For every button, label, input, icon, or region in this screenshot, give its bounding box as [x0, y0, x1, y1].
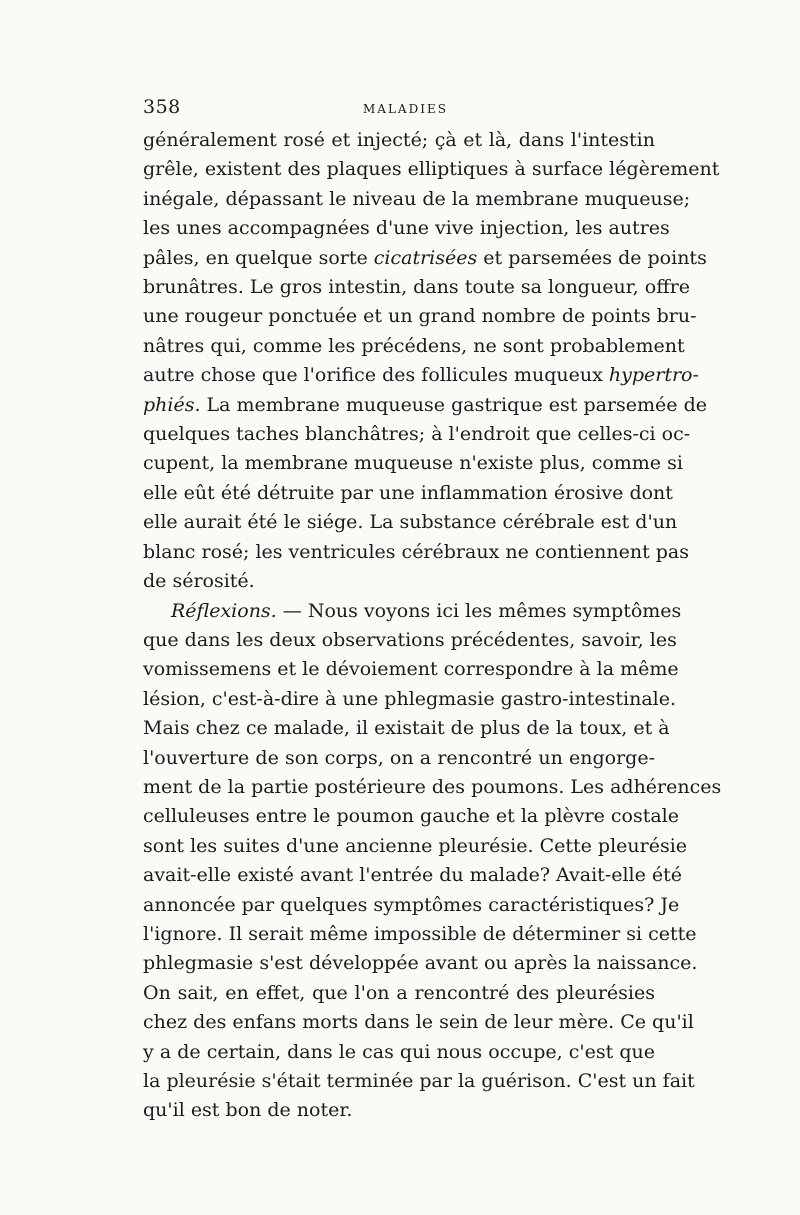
text-line-content: blanc rosé; les ventricules cérébraux ne contiennent pas [143, 540, 689, 563]
text-line [143, 597, 682, 626]
text-line [143, 1096, 655, 1125]
italic-term: cicatrisées [373, 246, 478, 269]
text-line-content: la pleurésie s'était terminée par la guérison. C'est un fait [143, 1070, 695, 1092]
text-line-content: y a de certain, dans le cas qui nous occupe, c'est que [143, 1040, 655, 1063]
page-number: 358 [143, 96, 181, 118]
text-line [143, 391, 707, 420]
text-line-content: grêle, existent des plaques elliptiques à surface légèrement [143, 158, 720, 181]
text-line [143, 655, 679, 684]
text-line [143, 1038, 655, 1067]
text-line-content: brunâtres. Le gros intestin, dans toute sa longueur, offre [143, 276, 691, 299]
text-line-prefix: pâles, en quelque sorte [143, 246, 374, 269]
text-line-content: ment de la partie postérieure des poumons. Les adhérences [143, 775, 722, 798]
text-line [143, 773, 722, 802]
text-line-content: que dans les deux observations précédentes, savoir, les [143, 628, 677, 651]
text-line-content: les unes accompagnées d'une vive injection, les autres [143, 217, 670, 240]
text-line [143, 361, 699, 390]
text-line [143, 420, 691, 449]
text-line [143, 949, 698, 978]
italic-term: phiés. [143, 393, 201, 416]
text-line-content: cupent, la membrane muqueuse n'existe plus, comme si [143, 452, 683, 475]
text-line [143, 126, 655, 155]
text-line [143, 508, 678, 537]
text-line-content: phlegmasie s'est développée avant ou après la naissance. [143, 952, 698, 975]
text-line-content: lésion, c'est-à-dire à une phlegmasie gastro-intestinale. [143, 687, 677, 710]
text-line [143, 1008, 694, 1037]
text-line [143, 214, 670, 243]
text-line-prefix: autre chose que l'orifice des follicules muqueux [143, 364, 609, 387]
text-line [143, 891, 680, 920]
body-text [143, 126, 722, 1126]
text-line-content: chez des enfans morts dans le sein de leur mère. Ce qu'il [143, 1011, 694, 1034]
text-line [143, 714, 670, 743]
text-line-content: quelques taches blanchâtres; à l'endroit que celles-ci oc- [143, 423, 691, 446]
text-line [143, 273, 691, 302]
text-line-content: l'ignore. Il serait même impossible de déterminer si cette [143, 922, 697, 945]
text-line [143, 920, 697, 949]
page-header [143, 94, 655, 120]
text-line-content: de sérosité. [143, 570, 255, 593]
text-line-suffix: — Nous voyons ici les mêmes symptômes [276, 599, 682, 622]
text-line [143, 626, 677, 655]
text-line-suffix: La membrane muqueuse gastrique est parsemée de [200, 393, 707, 416]
italic-term: hypertro- [608, 364, 699, 387]
text-line-content: nâtres qui, comme les précédens, ne sont probablement [143, 334, 685, 357]
text-line-content: Mais chez ce malade, il existait de plus de la toux, et à [143, 717, 670, 740]
text-line [143, 1067, 695, 1096]
text-line-content: elle eût été détruite par une inflammation érosive dont [143, 481, 673, 504]
running-head: MALADIES [363, 102, 448, 116]
text-line [143, 861, 683, 890]
italic-term: Réflexions. [171, 599, 277, 622]
text-line-content: elle aurait été le siége. La substance cérébrale est d'un [143, 511, 678, 534]
text-line [143, 802, 679, 831]
text-line [143, 567, 655, 596]
text-line-content: l'ouverture de son corps, on a rencontré un engorge- [143, 746, 655, 769]
text-line-content: avait-elle existé avant l'entrée du malade? Avait-elle été [143, 864, 683, 887]
text-line [143, 479, 673, 508]
text-line-content: qu'il est bon de noter. [143, 1099, 353, 1122]
text-line [143, 832, 688, 861]
text-line-content: annoncée par quelques symptômes caractéristiques? Je [143, 893, 680, 916]
text-line-suffix: et parsemées de points [477, 246, 707, 269]
text-line-content: sont les suites d'une ancienne pleurésie. Cette pleurésie [143, 834, 688, 857]
text-line-content: On sait, en effet, que l'on a rencontré des pleurésies [143, 981, 655, 1004]
text-line-content: généralement rosé et injecté; çà et là, dans l'intestin [143, 129, 655, 151]
text-line-content: inégale, dépassant le niveau de la membrane muqueuse; [143, 187, 691, 210]
text-line [143, 538, 689, 567]
text-line [143, 744, 655, 773]
text-line [143, 685, 677, 714]
text-line-content: une rougeur ponctuée et un grand nombre de points bru- [143, 305, 697, 328]
text-line [143, 449, 683, 478]
text-line-content: vomissemens et le dévoiement correspondre à la même [143, 658, 679, 681]
text-line-content: celluleuses entre le poumon gauche et la plèvre costale [143, 805, 679, 828]
text-line [143, 155, 720, 184]
text-line [143, 185, 691, 214]
text-line [143, 302, 697, 331]
text-line [143, 979, 655, 1008]
text-line [143, 332, 685, 361]
text-line [143, 244, 707, 273]
